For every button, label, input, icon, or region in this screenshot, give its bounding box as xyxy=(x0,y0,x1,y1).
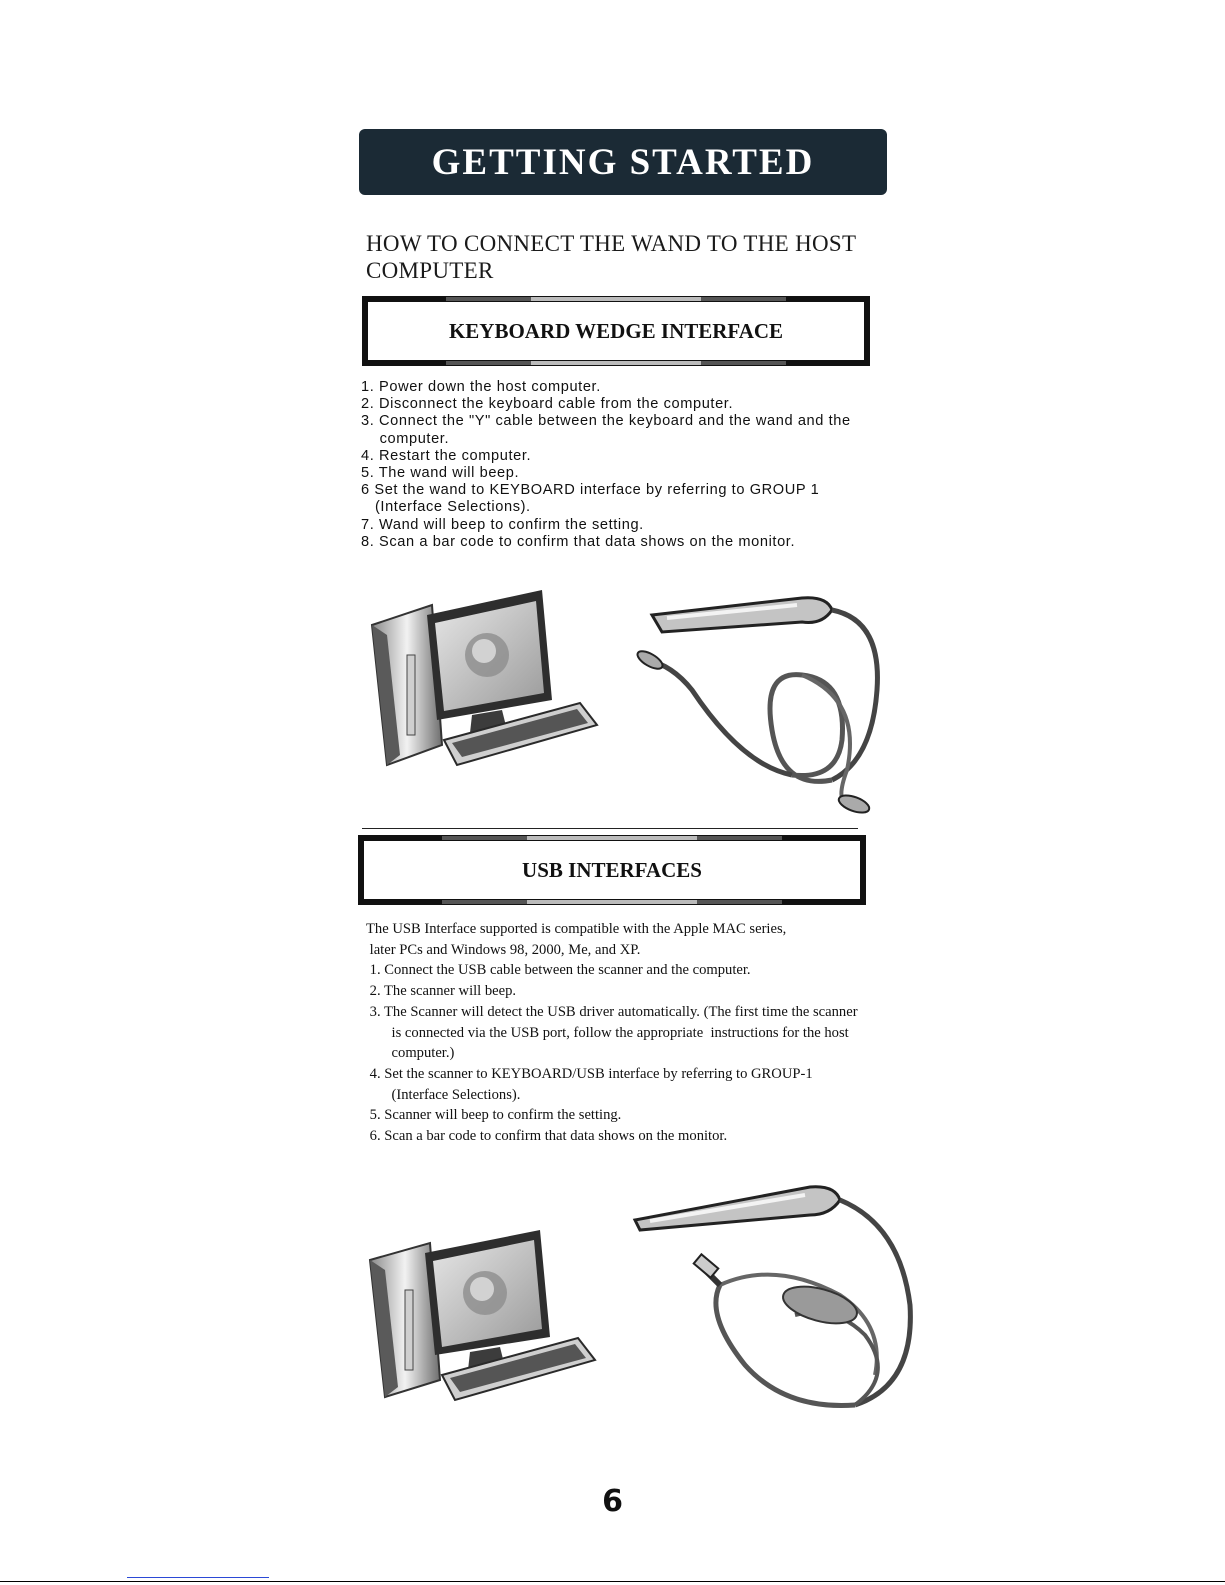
decorative-bar xyxy=(442,900,782,904)
list-item: is connected via the USB port, follow the appropriate instructions for the host xyxy=(366,1024,849,1041)
usb-wand-illustration xyxy=(625,1165,925,1415)
footer-link-underline xyxy=(127,1577,269,1578)
list-item: 1. Power down the host computer. xyxy=(361,379,601,395)
decorative-bar xyxy=(442,836,782,840)
page-number: 6 xyxy=(602,1484,623,1519)
list-item: 2. The scanner will beep. xyxy=(366,983,517,1000)
keyboard-wedge-heading-box xyxy=(362,296,870,366)
section-subtitle xyxy=(366,230,906,284)
section-banner xyxy=(359,129,887,195)
text-line: later PCs and Windows 98, 2000, Me, and XP. xyxy=(366,941,641,958)
usb-interfaces-heading: USB INTERFACES xyxy=(522,857,702,882)
desktop-computer-illustration xyxy=(352,585,602,785)
keyboard-wedge-heading: KEYBOARD WEDGE INTERFACE xyxy=(448,318,784,343)
section-divider xyxy=(362,828,858,829)
keyboard-steps-list xyxy=(361,379,921,551)
list-item: computer.) xyxy=(366,1045,455,1062)
list-item: 8. Scan a bar code to confirm that data shows on the monitor. xyxy=(361,533,796,550)
list-item: 6 Set the wand to KEYBOARD interface by referring to GROUP 1 xyxy=(361,482,820,499)
list-item: 3. Connect the "Y" cable between the keyboard and the wand and the xyxy=(361,413,851,430)
page-title: GETTING STARTED xyxy=(431,141,815,183)
footer-rule xyxy=(0,1581,1225,1582)
list-item: (Interface Selections). xyxy=(361,499,531,516)
desktop-computer-illustration xyxy=(350,1225,600,1415)
text-line: The USB Interface supported is compatible with the Apple MAC series, xyxy=(366,921,787,937)
decorative-bar xyxy=(446,297,786,301)
list-item: 5. The wand will beep. xyxy=(361,465,520,482)
list-item: 6. Scan a bar code to confirm that data shows on the monitor. xyxy=(366,1128,728,1145)
list-item: 1. Connect the USB cable between the scanner and the computer. xyxy=(366,962,751,979)
keyboard-wand-illustration xyxy=(632,580,892,820)
decorative-bar xyxy=(446,361,786,365)
subtitle-line-2: COMPUTER xyxy=(366,258,494,283)
list-item: 2. Disconnect the keyboard cable from the computer. xyxy=(361,396,734,413)
usb-interfaces-heading-box xyxy=(358,835,866,905)
list-item: 7. Wand will beep to confirm the setting. xyxy=(361,516,644,533)
usb-instructions xyxy=(366,919,926,1147)
list-item: 3. The Scanner will detect the USB driver automatically. (The first time the scanner xyxy=(366,1003,858,1020)
list-item: 5. Scanner will beep to confirm the setting. xyxy=(366,1107,622,1124)
list-item: 4. Set the scanner to KEYBOARD/USB interface by referring to GROUP-1 xyxy=(366,1065,813,1082)
list-item: computer. xyxy=(361,430,450,447)
list-item: (Interface Selections). xyxy=(366,1086,521,1103)
subtitle-line-1: HOW TO CONNECT THE WAND TO THE HOST xyxy=(366,231,857,256)
list-item: 4. Restart the computer. xyxy=(361,447,532,464)
